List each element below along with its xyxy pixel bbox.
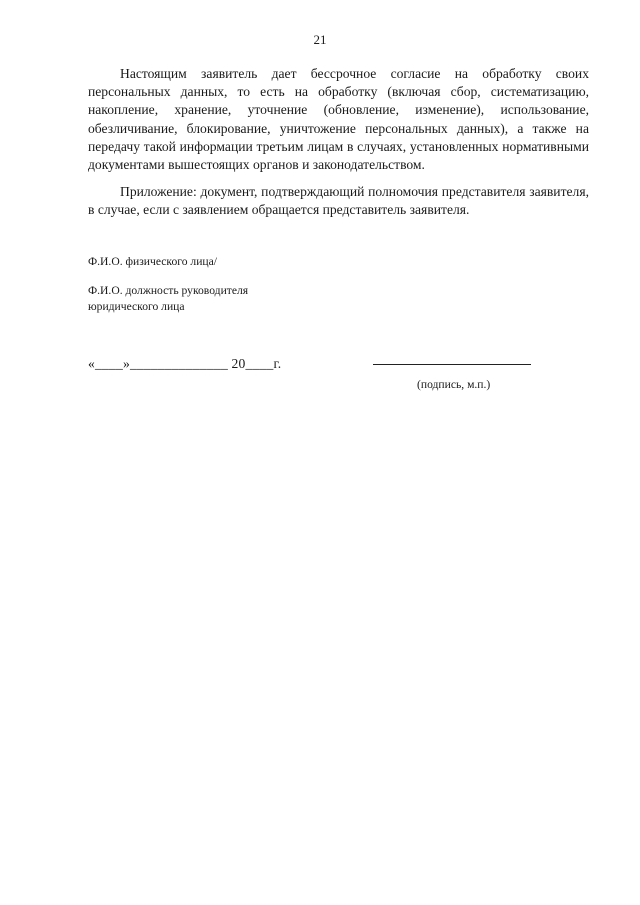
signature-caption: (подпись, м.п.) — [417, 378, 491, 391]
fio-legal-entity-label: Ф.И.О. должность руководителя юридического лица — [88, 284, 249, 313]
attachment-paragraph: Приложение: документ, подтверждающий полномочия представителя заявителя, в случае, если с заявлением обращается представитель заявителя. — [88, 184, 589, 218]
page-number: 21 — [313, 32, 327, 47]
fio-individual-label: Ф.И.О. физического лица/ — [88, 255, 217, 268]
signature-line — [373, 364, 531, 365]
date-line: «____»______________ 20____г. — [88, 356, 282, 371]
consent-paragraph: Настоящим заявитель дает бессрочное согласие на обработку своих персональных данных, то есть на обработку (включая сбор, систематизацию, накопление, хранение, уточнение (обновление, изменение), использование, обезличивание, блокирование, уничтожение персональных данных), а также на передачу такой информации третьим лицам в случаях, установленных нормативными документами вышестоящих органов и законодательством. — [88, 66, 589, 173]
